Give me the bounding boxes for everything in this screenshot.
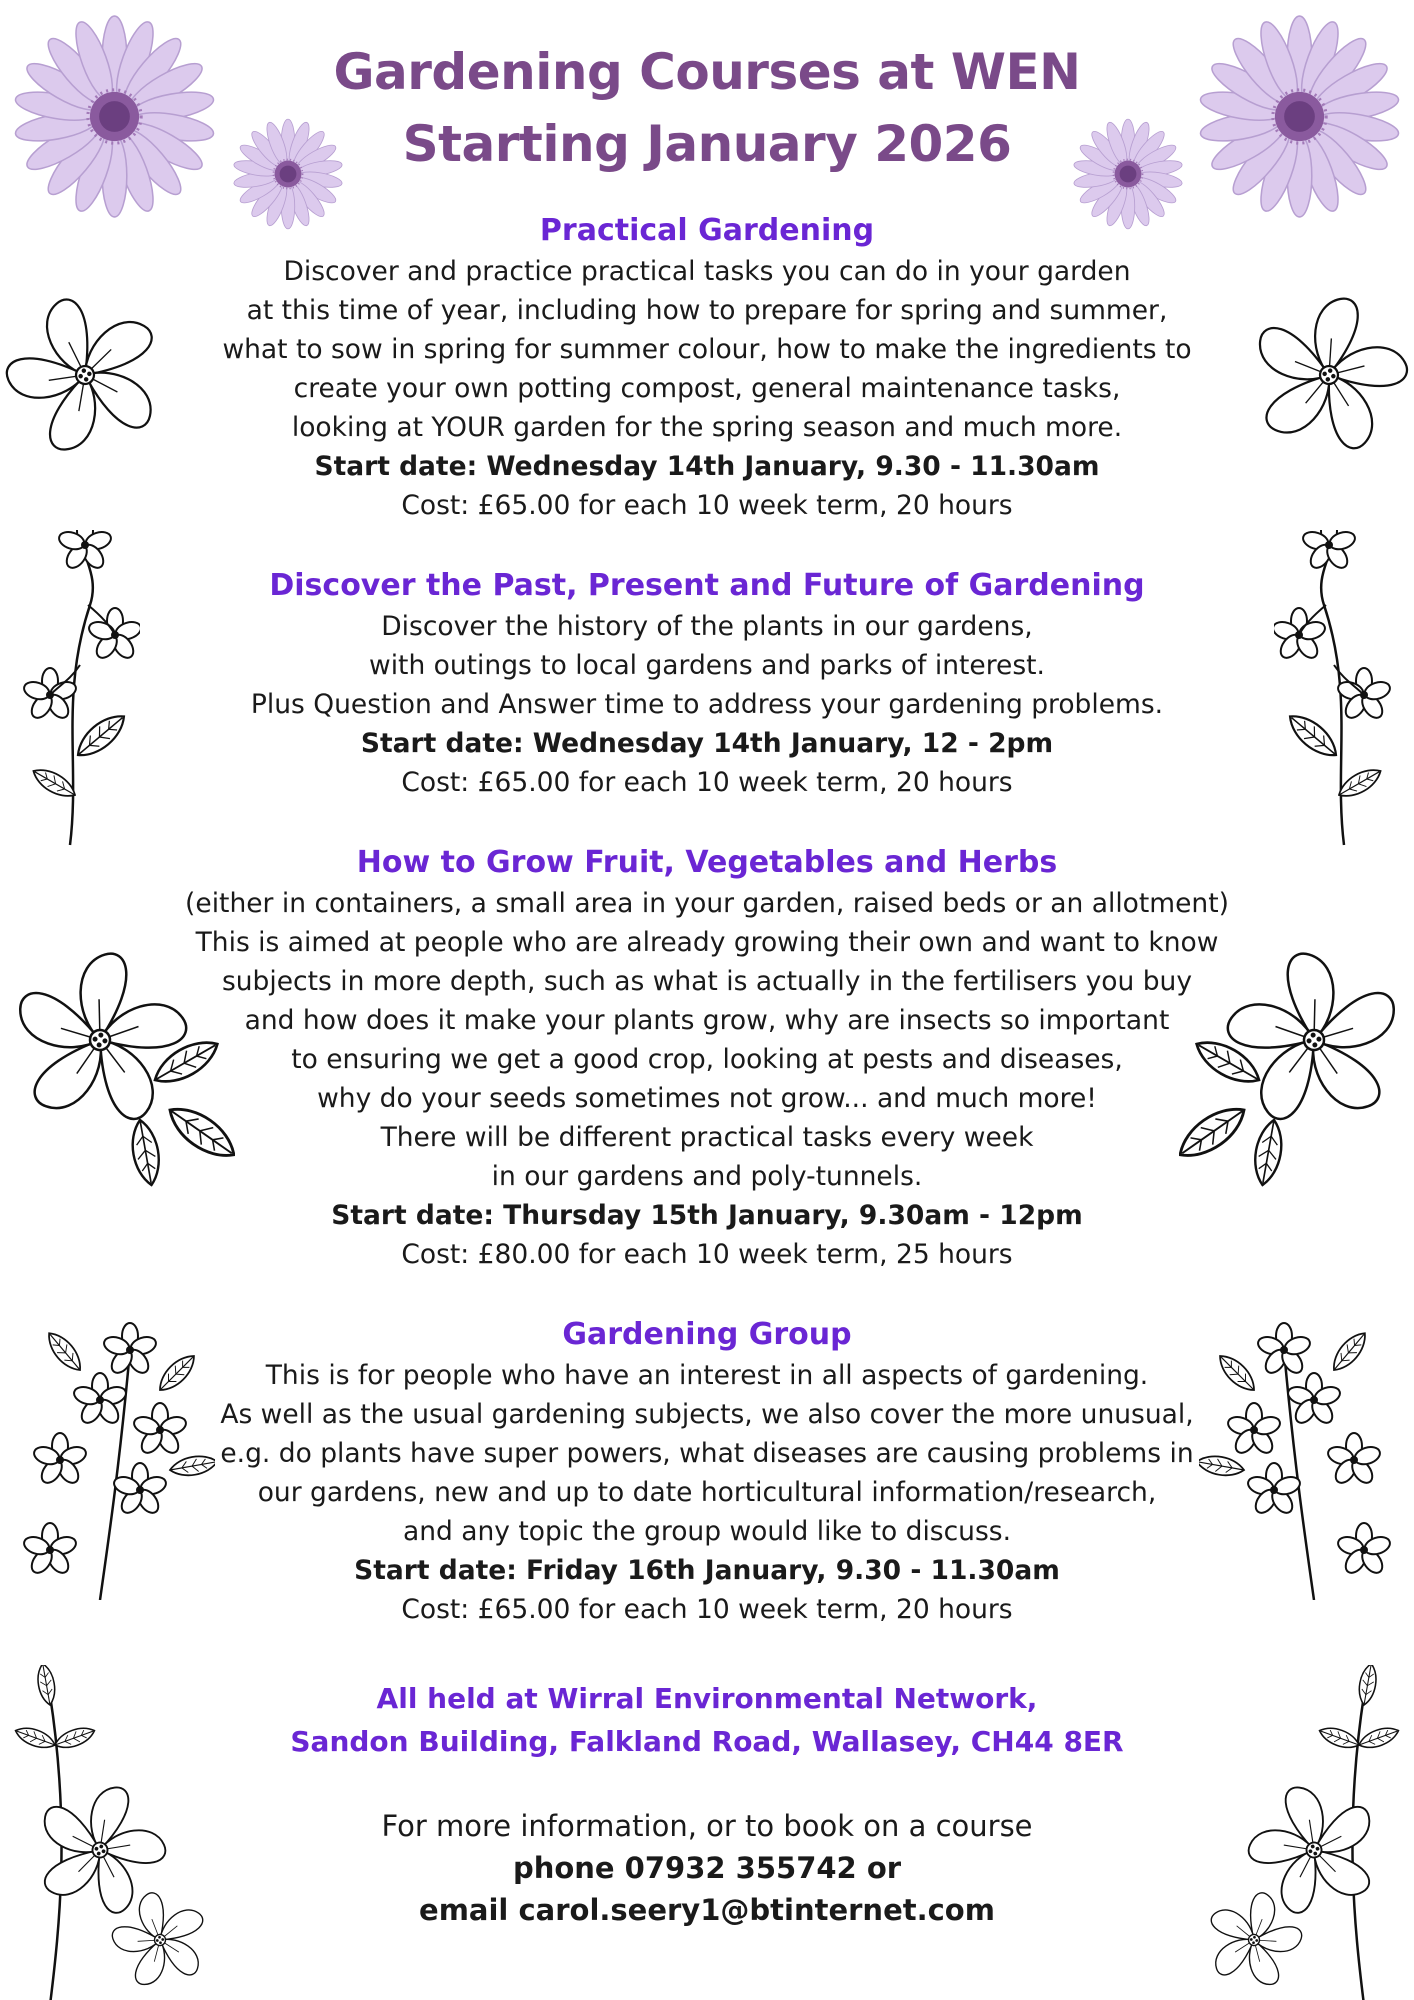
course-past-present-future: [180, 565, 1234, 802]
course-cost: Cost: £80.00 for each 10 week term, 25 hours: [401, 1239, 1013, 1270]
course-start-date: Start date: Wednesday 14th January, 9.30 - 11.30am: [314, 451, 1100, 482]
course-start-date: Start date: Thursday 15th January, 9.30am - 12pm: [331, 1200, 1083, 1231]
section-spacer: [180, 525, 1234, 565]
venue-line: All held at Wirral Environmental Network,: [376, 1682, 1038, 1715]
course-description-line: As well as the usual gardening subjects, we also cover the more unusual,: [220, 1399, 1194, 1430]
course-cost: Cost: £65.00 for each 10 week term, 20 hours: [401, 1594, 1013, 1625]
course-description-line: and any topic the group would like to discuss.: [402, 1516, 1012, 1547]
course-description-line: This is aimed at people who are already growing their own and want to know: [195, 927, 1219, 958]
course-practical-gardening: [180, 210, 1234, 525]
course-description-line: subjects in more depth, such as what is actually in the fertilisers you buy: [221, 966, 1193, 997]
course-description-line: Discover the history of the plants in our gardens,: [381, 611, 1033, 642]
course-start-date: Start date: Friday 16th January, 9.30 - 11.30am: [354, 1555, 1060, 1586]
page-title-line-1: Gardening Courses at WEN: [333, 43, 1081, 101]
course-description-line: (either in containers, a small area in your garden, raised beds or an allotment): [185, 888, 1229, 919]
course-cost: Cost: £65.00 for each 10 week term, 20 hours: [401, 767, 1013, 798]
course-description-line: create your own potting compost, general maintenance tasks,: [293, 373, 1121, 404]
course-heading: How to Grow Fruit, Vegetables and Herbs: [356, 845, 1058, 880]
section-spacer: [180, 1274, 1234, 1314]
course-description-line: looking at YOUR garden for the spring season and much more.: [291, 412, 1123, 443]
course-description-line: Plus Question and Answer time to address your gardening problems.: [250, 689, 1164, 720]
course-gardening-group: [180, 1314, 1234, 1629]
course-description-line: what to sow in spring for summer colour, how to make the ingredients to: [222, 334, 1192, 365]
section-spacer: [180, 1629, 1234, 1677]
venue-block: [180, 1677, 1234, 1763]
course-description-line: with outings to local gardens and parks of interest.: [369, 650, 1045, 681]
course-description-line: This is for people who have an interest in all aspects of gardening.: [265, 1360, 1149, 1391]
course-description-line: and how does it make your plants grow, why are insects so important: [244, 1005, 1170, 1036]
page-title-line-2: Starting January 2026: [402, 115, 1012, 173]
section-spacer: [180, 1763, 1234, 1805]
contact-intro: For more information, or to book on a course: [381, 1809, 1033, 1843]
line-art-flower-icon: [1244, 285, 1414, 465]
course-list: [180, 210, 1234, 1931]
course-heading: Practical Gardening: [539, 213, 875, 248]
course-start-date: Start date: Wednesday 14th January, 12 - 2pm: [360, 728, 1054, 759]
line-art-flower-icon: [10, 530, 140, 870]
course-description-line: There will be different practical tasks every week: [380, 1122, 1034, 1153]
venue-address: Sandon Building, Falkland Road, Wallasey, CH44 8ER: [290, 1725, 1124, 1758]
contact-email: email carol.seery1@btinternet.com: [419, 1893, 995, 1927]
course-cost: Cost: £65.00 for each 10 week term, 20 hours: [401, 490, 1013, 521]
course-heading: Gardening Group: [562, 1317, 852, 1352]
contact-phone: phone 07932 355742 or: [512, 1851, 902, 1885]
course-description-line: our gardens, new and up to date horticultural information/research,: [257, 1477, 1157, 1508]
line-art-flower-icon: [0, 285, 170, 465]
course-description-line: to ensuring we get a good crop, looking at pests and diseases,: [291, 1044, 1123, 1075]
section-spacer: [180, 802, 1234, 842]
course-description-line: e.g. do plants have super powers, what diseases are causing problems in: [220, 1438, 1194, 1469]
contact-block: [180, 1805, 1234, 1931]
course-description-line: at this time of year, including how to prepare for spring and summer,: [246, 295, 1168, 326]
course-fruit-veg-herbs: [180, 842, 1234, 1274]
line-art-flower-icon: [1274, 530, 1404, 870]
course-description-line: why do your seeds sometimes not grow... and much more!: [317, 1083, 1097, 1114]
course-heading: Discover the Past, Present and Future of Gardening: [269, 568, 1145, 603]
course-description-line: Discover and practice practical tasks you can do in your garden: [283, 256, 1131, 287]
course-description-line: in our gardens and poly-tunnels.: [491, 1161, 923, 1192]
